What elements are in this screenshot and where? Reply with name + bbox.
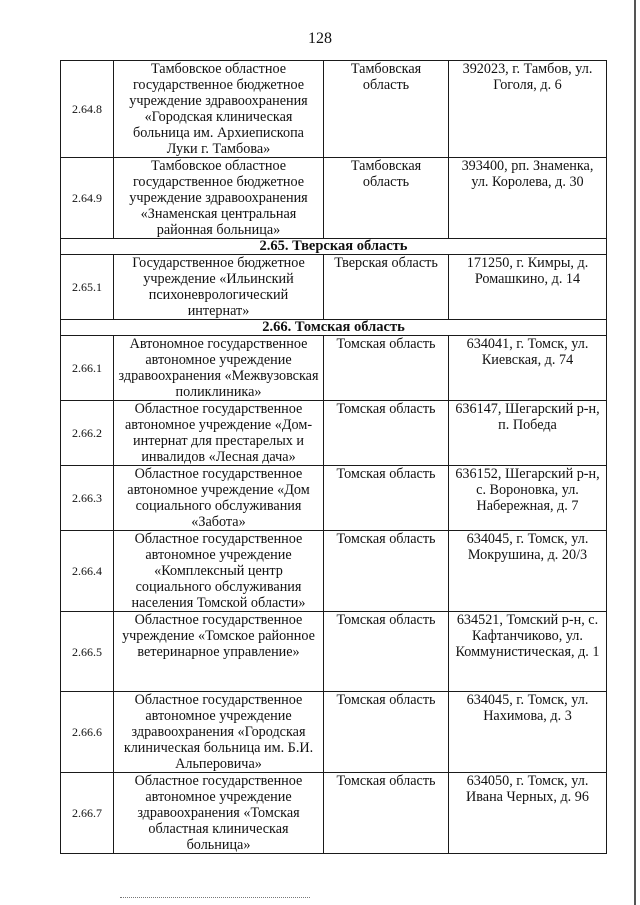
row-number: 2.66.4 [61,531,114,612]
row-number: 2.64.9 [61,158,114,239]
section-header-row [61,239,607,255]
region-cell: Тамбовская область [324,61,449,158]
page-number: 128 [308,30,332,47]
page-edge [634,0,636,905]
organization-name: Тамбовское областное государственное бюджетное учреждение здравоохранения «Городская клиническая больница им. Архиепископа Луки г. Тамбова» [114,61,324,158]
section-title: 2.65. Тверская область [61,239,607,255]
region-cell: Тамбовская область [324,158,449,239]
organization-name: Государственное бюджетное учреждение «Ильинский психоневрологический интернат» [114,255,324,320]
region-cell: Томская область [324,612,449,692]
row-number: 2.66.3 [61,466,114,531]
row-number: 2.66.1 [61,336,114,401]
address-cell: 634050, г. Томск, ул. Ивана Черных, д. 96 [449,773,607,854]
scan-artifact-dots [120,897,310,898]
row-number: 2.64.8 [61,61,114,158]
table-row [61,531,607,612]
address-cell: 171250, г. Кимры, д. Ромашкино, д. 14 [449,255,607,320]
organization-name: Областное государственное автономное учреждение здравоохранения «Томская областная клиническая больница» [114,773,324,854]
region-cell: Томская область [324,773,449,854]
section-title: 2.66. Томская область [61,320,607,336]
table-row [61,773,607,854]
address-cell: 636152, Шегарский р-н, с. Вороновка, ул. Набережная, д. 7 [449,466,607,531]
table-row [61,255,607,320]
organization-name: Тамбовское областное государственное бюджетное учреждение здравоохранения «Знаменская центральная районная больница» [114,158,324,239]
region-cell: Тверская область [324,255,449,320]
address-cell: 634521, Томский р-н, с. Кафтанчиково, ул. Коммунистическая, д. 1 [449,612,607,692]
organization-name: Областное государственное учреждение «Томское районное ветеринарное управление» [114,612,324,692]
address-cell: 634045, г. Томск, ул. Нахимова, д. 3 [449,692,607,773]
section-header-row [61,320,607,336]
table-row [61,692,607,773]
region-cell: Томская область [324,692,449,773]
region-cell: Томская область [324,401,449,466]
region-cell: Томская область [324,466,449,531]
table-row [61,158,607,239]
address-cell: 393400, рп. Знаменка, ул. Королева, д. 30 [449,158,607,239]
organization-name: Областное государственное автономное учреждение «Дом социального обслуживания «Забота» [114,466,324,531]
row-number: 2.66.6 [61,692,114,773]
table-row [61,612,607,692]
table-row [61,401,607,466]
address-cell: 634045, г. Томск, ул. Мокрушина, д. 20/3 [449,531,607,612]
table-row [61,336,607,401]
organization-name: Областное государственное автономное учреждение здравоохранения «Городская клиническая больница им. Б.И. Альперовича» [114,692,324,773]
organization-name: Автономное государственное автономное учреждение здравоохранения «Межвузовская поликлиника» [114,336,324,401]
organization-name: Областное государственное автономное учреждение «Дом-интернат для престарелых и инвалидов «Лесная дача» [114,401,324,466]
organization-name: Областное государственное автономное учреждение «Комплексный центр социального обслуживания населения Томской области» [114,531,324,612]
table-row [61,61,607,158]
address-cell: 636147, Шегарский р-н, п. Победа [449,401,607,466]
row-number: 2.66.2 [61,401,114,466]
row-number: 2.66.5 [61,612,114,692]
institutions-table [60,60,607,854]
address-cell: 392023, г. Тамбов, ул. Гоголя, д. 6 [449,61,607,158]
row-number: 2.66.7 [61,773,114,854]
region-cell: Томская область [324,336,449,401]
row-number: 2.65.1 [61,255,114,320]
address-cell: 634041, г. Томск, ул. Киевская, д. 74 [449,336,607,401]
region-cell: Томская область [324,531,449,612]
table-row [61,466,607,531]
